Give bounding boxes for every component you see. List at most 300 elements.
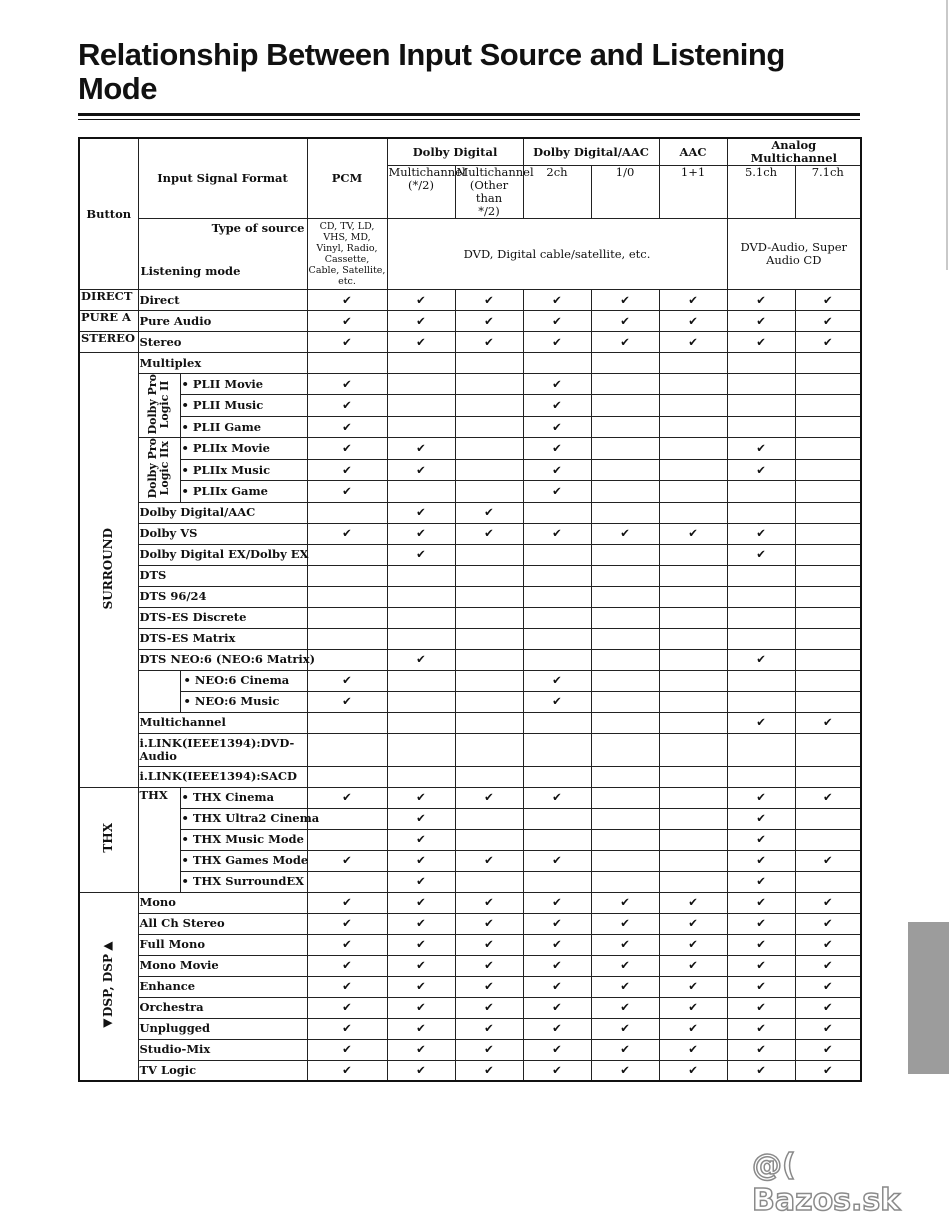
check-mark: ✔ bbox=[523, 416, 591, 437]
check-mark: ✔ bbox=[387, 829, 455, 850]
check-mark: ✔ bbox=[455, 934, 523, 955]
listening-mode: Direct bbox=[138, 290, 307, 311]
empty-cell bbox=[523, 544, 591, 565]
header-aac: AAC bbox=[659, 138, 727, 166]
empty-cell bbox=[307, 871, 387, 892]
empty-cell bbox=[727, 502, 795, 523]
check-mark: ✔ bbox=[307, 459, 387, 480]
check-mark: ✔ bbox=[795, 976, 861, 997]
check-mark: ✔ bbox=[795, 997, 861, 1018]
group-dsp bbox=[79, 892, 138, 1081]
check-mark: ✔ bbox=[523, 997, 591, 1018]
check-mark: ✔ bbox=[795, 913, 861, 934]
table-row bbox=[79, 829, 861, 850]
check-mark: ✔ bbox=[795, 290, 861, 311]
check-mark: ✔ bbox=[727, 332, 795, 353]
check-mark: ✔ bbox=[307, 374, 387, 395]
check-mark: ✔ bbox=[523, 290, 591, 311]
check-mark: ✔ bbox=[307, 481, 387, 502]
empty-cell bbox=[455, 670, 523, 691]
thx-label: THX bbox=[101, 823, 116, 854]
empty-cell bbox=[591, 502, 659, 523]
check-mark: ✔ bbox=[307, 311, 387, 332]
check-mark: ✔ bbox=[523, 1039, 591, 1060]
compatibility-table bbox=[78, 137, 862, 1082]
header-analog-sources: DVD-Audio, Super Audio CD bbox=[727, 219, 861, 290]
empty-cell bbox=[387, 607, 455, 628]
table-row bbox=[79, 787, 861, 808]
empty-cell bbox=[659, 628, 727, 649]
empty-cell bbox=[455, 766, 523, 787]
empty-cell bbox=[307, 353, 387, 374]
check-mark: ✔ bbox=[307, 787, 387, 808]
empty-cell bbox=[795, 628, 861, 649]
listening-mode: Multiplex bbox=[138, 353, 307, 374]
check-mark: ✔ bbox=[523, 934, 591, 955]
listening-mode: TV Logic bbox=[138, 1060, 307, 1081]
empty-cell bbox=[795, 586, 861, 607]
empty-cell bbox=[659, 691, 727, 712]
check-mark: ✔ bbox=[591, 1039, 659, 1060]
watermark: @( Bazos.sk bbox=[752, 1148, 901, 1218]
empty-cell bbox=[387, 565, 455, 586]
check-mark: ✔ bbox=[387, 290, 455, 311]
listening-mode: • THX Ultra2 Cinema bbox=[180, 808, 307, 829]
check-mark: ✔ bbox=[727, 1060, 795, 1081]
check-mark: ✔ bbox=[591, 892, 659, 913]
check-mark: ✔ bbox=[523, 481, 591, 502]
empty-cell bbox=[659, 670, 727, 691]
empty-cell bbox=[659, 829, 727, 850]
check-mark: ✔ bbox=[523, 1018, 591, 1039]
header-dvd-sources: DVD, Digital cable/satellite, etc. bbox=[387, 219, 727, 290]
listening-mode: • PLII Music bbox=[180, 395, 307, 416]
empty-cell bbox=[455, 733, 523, 766]
empty-cell bbox=[659, 607, 727, 628]
check-mark: ✔ bbox=[659, 934, 727, 955]
table-row bbox=[79, 850, 861, 871]
group-pliix bbox=[138, 438, 180, 502]
check-mark: ✔ bbox=[387, 332, 455, 353]
empty-cell bbox=[591, 829, 659, 850]
empty-cell bbox=[591, 353, 659, 374]
empty-cell bbox=[455, 353, 523, 374]
empty-cell bbox=[455, 416, 523, 437]
check-mark: ✔ bbox=[523, 850, 591, 871]
header-pcm-sources: CD, TV, LD, VHS, MD, Vinyl, Radio, Cassette, Cable, Satellite, etc. bbox=[307, 219, 387, 290]
empty-cell bbox=[307, 829, 387, 850]
button-pure-a: PURE A bbox=[79, 311, 138, 332]
check-mark: ✔ bbox=[307, 523, 387, 544]
empty-cell bbox=[591, 691, 659, 712]
empty-cell bbox=[591, 374, 659, 395]
check-mark: ✔ bbox=[591, 913, 659, 934]
check-mark: ✔ bbox=[795, 955, 861, 976]
check-mark: ✔ bbox=[659, 913, 727, 934]
group-plii bbox=[138, 374, 180, 438]
check-mark: ✔ bbox=[307, 1018, 387, 1039]
empty-cell bbox=[591, 850, 659, 871]
empty-cell bbox=[387, 733, 455, 766]
dsp-label: ◀DSP, DSP▶ bbox=[101, 939, 116, 1031]
table-row bbox=[79, 976, 861, 997]
title-line-2: Mode bbox=[78, 71, 157, 106]
empty-cell bbox=[307, 808, 387, 829]
empty-cell bbox=[523, 628, 591, 649]
listening-mode: Orchestra bbox=[138, 997, 307, 1018]
table-row bbox=[79, 416, 861, 437]
check-mark: ✔ bbox=[387, 955, 455, 976]
check-mark: ✔ bbox=[727, 955, 795, 976]
empty-cell bbox=[387, 691, 455, 712]
table-row bbox=[79, 395, 861, 416]
table-row bbox=[79, 955, 861, 976]
check-mark: ✔ bbox=[795, 1060, 861, 1081]
listening-mode: • NEO:6 Music bbox=[180, 691, 307, 712]
empty-cell bbox=[591, 649, 659, 670]
empty-cell bbox=[523, 871, 591, 892]
empty-cell bbox=[795, 395, 861, 416]
check-mark: ✔ bbox=[727, 1018, 795, 1039]
listening-mode: Unplugged bbox=[138, 1018, 307, 1039]
check-mark: ✔ bbox=[523, 955, 591, 976]
check-mark: ✔ bbox=[591, 1060, 659, 1081]
title-line-1: Relationship Between Input Source and Listening bbox=[78, 37, 785, 72]
listening-mode: Pure Audio bbox=[138, 311, 307, 332]
listening-mode: • PLIIx Game bbox=[180, 481, 307, 502]
empty-cell bbox=[659, 481, 727, 502]
header-ddaac-2ch: 2ch bbox=[523, 166, 591, 219]
empty-cell bbox=[387, 353, 455, 374]
check-mark: ✔ bbox=[387, 976, 455, 997]
empty-cell bbox=[591, 733, 659, 766]
empty-cell bbox=[307, 649, 387, 670]
check-mark: ✔ bbox=[727, 850, 795, 871]
check-mark: ✔ bbox=[727, 934, 795, 955]
empty-cell bbox=[727, 691, 795, 712]
check-mark: ✔ bbox=[659, 332, 727, 353]
empty-cell bbox=[455, 691, 523, 712]
check-mark: ✔ bbox=[455, 850, 523, 871]
empty-cell bbox=[659, 733, 727, 766]
check-mark: ✔ bbox=[307, 850, 387, 871]
empty-cell bbox=[455, 544, 523, 565]
side-tab-marker bbox=[908, 922, 949, 1074]
page-title bbox=[78, 38, 785, 106]
empty-cell bbox=[307, 544, 387, 565]
button-stereo: STEREO bbox=[79, 332, 138, 353]
check-mark: ✔ bbox=[455, 332, 523, 353]
empty-cell bbox=[795, 733, 861, 766]
check-mark: ✔ bbox=[307, 892, 387, 913]
check-mark: ✔ bbox=[727, 290, 795, 311]
check-mark: ✔ bbox=[523, 459, 591, 480]
listening-mode: • THX Music Mode bbox=[180, 829, 307, 850]
empty-cell bbox=[591, 481, 659, 502]
table-row bbox=[79, 544, 861, 565]
table-row bbox=[79, 997, 861, 1018]
thx-sub-label: THX bbox=[138, 787, 180, 892]
empty-cell bbox=[795, 416, 861, 437]
empty-cell bbox=[795, 481, 861, 502]
check-mark: ✔ bbox=[591, 332, 659, 353]
empty-cell bbox=[307, 733, 387, 766]
empty-cell bbox=[659, 850, 727, 871]
empty-cell bbox=[387, 395, 455, 416]
table-row bbox=[79, 934, 861, 955]
check-mark: ✔ bbox=[727, 808, 795, 829]
pliix-label: Dolby Pro Logic IIx bbox=[146, 438, 171, 499]
table-row bbox=[79, 913, 861, 934]
check-mark: ✔ bbox=[387, 808, 455, 829]
check-mark: ✔ bbox=[387, 649, 455, 670]
check-mark: ✔ bbox=[591, 1018, 659, 1039]
check-mark: ✔ bbox=[727, 438, 795, 459]
title-rule-thick bbox=[78, 113, 860, 116]
table-row bbox=[79, 332, 861, 353]
empty-cell bbox=[455, 395, 523, 416]
table-row bbox=[79, 1018, 861, 1039]
table-row bbox=[79, 438, 861, 459]
table-row bbox=[79, 502, 861, 523]
empty-cell bbox=[387, 670, 455, 691]
table-row bbox=[79, 670, 861, 691]
empty-cell bbox=[523, 586, 591, 607]
header-dolby-digital: Dolby Digital bbox=[387, 138, 523, 166]
empty-cell bbox=[795, 766, 861, 787]
check-mark: ✔ bbox=[727, 459, 795, 480]
empty-cell bbox=[523, 565, 591, 586]
check-mark: ✔ bbox=[591, 955, 659, 976]
check-mark: ✔ bbox=[659, 290, 727, 311]
empty-cell bbox=[727, 670, 795, 691]
check-mark: ✔ bbox=[387, 913, 455, 934]
check-mark: ✔ bbox=[307, 976, 387, 997]
check-mark: ✔ bbox=[591, 311, 659, 332]
header-dd-multichannel-a: Multichannel (*/2) bbox=[387, 166, 455, 219]
listening-mode: DTS-ES Matrix bbox=[138, 628, 307, 649]
listening-mode: Dolby VS bbox=[138, 523, 307, 544]
empty-cell bbox=[795, 607, 861, 628]
check-mark: ✔ bbox=[307, 934, 387, 955]
empty-cell bbox=[307, 628, 387, 649]
empty-cell bbox=[307, 607, 387, 628]
empty-cell bbox=[795, 459, 861, 480]
empty-cell bbox=[727, 374, 795, 395]
empty-cell bbox=[387, 416, 455, 437]
empty-cell bbox=[727, 607, 795, 628]
listening-mode: DTS NEO:6 (NEO:6 Matrix) bbox=[138, 649, 307, 670]
empty-cell bbox=[795, 871, 861, 892]
empty-cell bbox=[387, 374, 455, 395]
surround-label: SURROUND bbox=[101, 527, 116, 610]
empty-cell bbox=[591, 607, 659, 628]
table-row bbox=[79, 523, 861, 544]
empty-cell bbox=[727, 565, 795, 586]
empty-cell bbox=[523, 766, 591, 787]
table-row bbox=[79, 290, 861, 311]
check-mark: ✔ bbox=[455, 523, 523, 544]
check-mark: ✔ bbox=[591, 997, 659, 1018]
empty-cell bbox=[659, 353, 727, 374]
empty-cell bbox=[591, 628, 659, 649]
header-am-5-1ch: 5.1ch bbox=[727, 166, 795, 219]
check-mark: ✔ bbox=[727, 892, 795, 913]
check-mark: ✔ bbox=[591, 976, 659, 997]
check-mark: ✔ bbox=[795, 311, 861, 332]
check-mark: ✔ bbox=[523, 332, 591, 353]
empty-cell bbox=[727, 395, 795, 416]
empty-cell bbox=[659, 712, 727, 733]
check-mark: ✔ bbox=[727, 544, 795, 565]
table-row bbox=[79, 374, 861, 395]
listening-mode: Stereo bbox=[138, 332, 307, 353]
group-surround bbox=[79, 353, 138, 788]
check-mark: ✔ bbox=[659, 1018, 727, 1039]
check-mark: ✔ bbox=[727, 913, 795, 934]
empty-cell bbox=[795, 691, 861, 712]
empty-cell bbox=[591, 438, 659, 459]
check-mark: ✔ bbox=[455, 290, 523, 311]
empty-cell bbox=[591, 787, 659, 808]
empty-cell bbox=[659, 438, 727, 459]
empty-cell bbox=[727, 481, 795, 502]
empty-cell bbox=[455, 607, 523, 628]
header-pcm: PCM bbox=[307, 138, 387, 219]
table-row bbox=[79, 607, 861, 628]
listening-mode: Mono bbox=[138, 892, 307, 913]
table-row bbox=[79, 808, 861, 829]
empty-cell bbox=[523, 712, 591, 733]
listening-mode: • PLII Game bbox=[180, 416, 307, 437]
listening-mode: DTS 96/24 bbox=[138, 586, 307, 607]
empty-cell bbox=[591, 565, 659, 586]
empty-cell bbox=[659, 395, 727, 416]
check-mark: ✔ bbox=[455, 1060, 523, 1081]
empty-cell bbox=[307, 766, 387, 787]
empty-cell bbox=[795, 353, 861, 374]
table-row bbox=[79, 649, 861, 670]
empty-cell bbox=[455, 459, 523, 480]
check-mark: ✔ bbox=[387, 523, 455, 544]
empty-cell bbox=[727, 416, 795, 437]
listening-mode: i.LINK(IEEE1394):DVD-Audio bbox=[138, 733, 307, 766]
listening-mode: • PLII Movie bbox=[180, 374, 307, 395]
empty-cell bbox=[727, 586, 795, 607]
check-mark: ✔ bbox=[727, 976, 795, 997]
empty-cell bbox=[727, 353, 795, 374]
check-mark: ✔ bbox=[795, 892, 861, 913]
empty-cell bbox=[591, 416, 659, 437]
check-mark: ✔ bbox=[455, 1018, 523, 1039]
listening-mode: • PLIIx Music bbox=[180, 459, 307, 480]
empty-cell bbox=[455, 712, 523, 733]
table-row bbox=[79, 311, 861, 332]
empty-cell bbox=[591, 395, 659, 416]
check-mark: ✔ bbox=[387, 502, 455, 523]
header-analog-multichannel: Analog Multichannel bbox=[727, 138, 861, 166]
header-ddaac-1-0: 1/0 bbox=[591, 166, 659, 219]
check-mark: ✔ bbox=[387, 892, 455, 913]
header-aac-1-1: 1+1 bbox=[659, 166, 727, 219]
check-mark: ✔ bbox=[659, 1060, 727, 1081]
check-mark: ✔ bbox=[523, 311, 591, 332]
check-mark: ✔ bbox=[659, 997, 727, 1018]
empty-cell bbox=[455, 808, 523, 829]
empty-cell bbox=[523, 733, 591, 766]
empty-cell bbox=[307, 586, 387, 607]
check-mark: ✔ bbox=[591, 290, 659, 311]
empty-cell bbox=[795, 829, 861, 850]
table-row bbox=[79, 691, 861, 712]
check-mark: ✔ bbox=[727, 649, 795, 670]
empty-cell bbox=[307, 502, 387, 523]
table-row bbox=[79, 353, 861, 374]
check-mark: ✔ bbox=[307, 1039, 387, 1060]
check-mark: ✔ bbox=[659, 523, 727, 544]
check-mark: ✔ bbox=[659, 311, 727, 332]
check-mark: ✔ bbox=[387, 997, 455, 1018]
check-mark: ✔ bbox=[523, 1060, 591, 1081]
listening-mode: All Ch Stereo bbox=[138, 913, 307, 934]
empty-cell bbox=[659, 649, 727, 670]
check-mark: ✔ bbox=[455, 1039, 523, 1060]
empty-cell bbox=[591, 670, 659, 691]
check-mark: ✔ bbox=[795, 850, 861, 871]
empty-cell bbox=[795, 502, 861, 523]
check-mark: ✔ bbox=[307, 290, 387, 311]
empty-cell bbox=[523, 607, 591, 628]
empty-cell bbox=[659, 544, 727, 565]
check-mark: ✔ bbox=[387, 544, 455, 565]
check-mark: ✔ bbox=[727, 787, 795, 808]
check-mark: ✔ bbox=[523, 670, 591, 691]
check-mark: ✔ bbox=[387, 311, 455, 332]
check-mark: ✔ bbox=[387, 1039, 455, 1060]
check-mark: ✔ bbox=[387, 459, 455, 480]
header-type-of-source: Type of source bbox=[211, 221, 305, 235]
check-mark: ✔ bbox=[659, 1039, 727, 1060]
check-mark: ✔ bbox=[523, 913, 591, 934]
check-mark: ✔ bbox=[387, 787, 455, 808]
header-listening-mode: Listening mode bbox=[140, 264, 241, 278]
header-dd-multichannel-b: Multichannel (Other than */2) bbox=[456, 165, 534, 218]
table-row bbox=[79, 459, 861, 480]
check-mark: ✔ bbox=[455, 913, 523, 934]
table-row bbox=[79, 628, 861, 649]
plii-label: Dolby Pro Logic II bbox=[146, 374, 171, 435]
empty-cell bbox=[523, 829, 591, 850]
empty-cell bbox=[387, 628, 455, 649]
scroll-edge bbox=[946, 0, 948, 270]
empty-cell bbox=[795, 670, 861, 691]
check-mark: ✔ bbox=[307, 670, 387, 691]
listening-mode: Multichannel bbox=[138, 712, 307, 733]
empty-cell bbox=[659, 766, 727, 787]
listening-mode: DTS-ES Discrete bbox=[138, 607, 307, 628]
check-mark: ✔ bbox=[387, 934, 455, 955]
table-row bbox=[79, 565, 861, 586]
empty-cell bbox=[591, 712, 659, 733]
empty-cell bbox=[795, 808, 861, 829]
check-mark: ✔ bbox=[727, 311, 795, 332]
empty-cell bbox=[659, 871, 727, 892]
check-mark: ✔ bbox=[795, 332, 861, 353]
title-rule-thin bbox=[78, 119, 860, 120]
check-mark: ✔ bbox=[387, 438, 455, 459]
empty-cell bbox=[727, 628, 795, 649]
listening-mode: • THX Games Mode bbox=[180, 850, 307, 871]
